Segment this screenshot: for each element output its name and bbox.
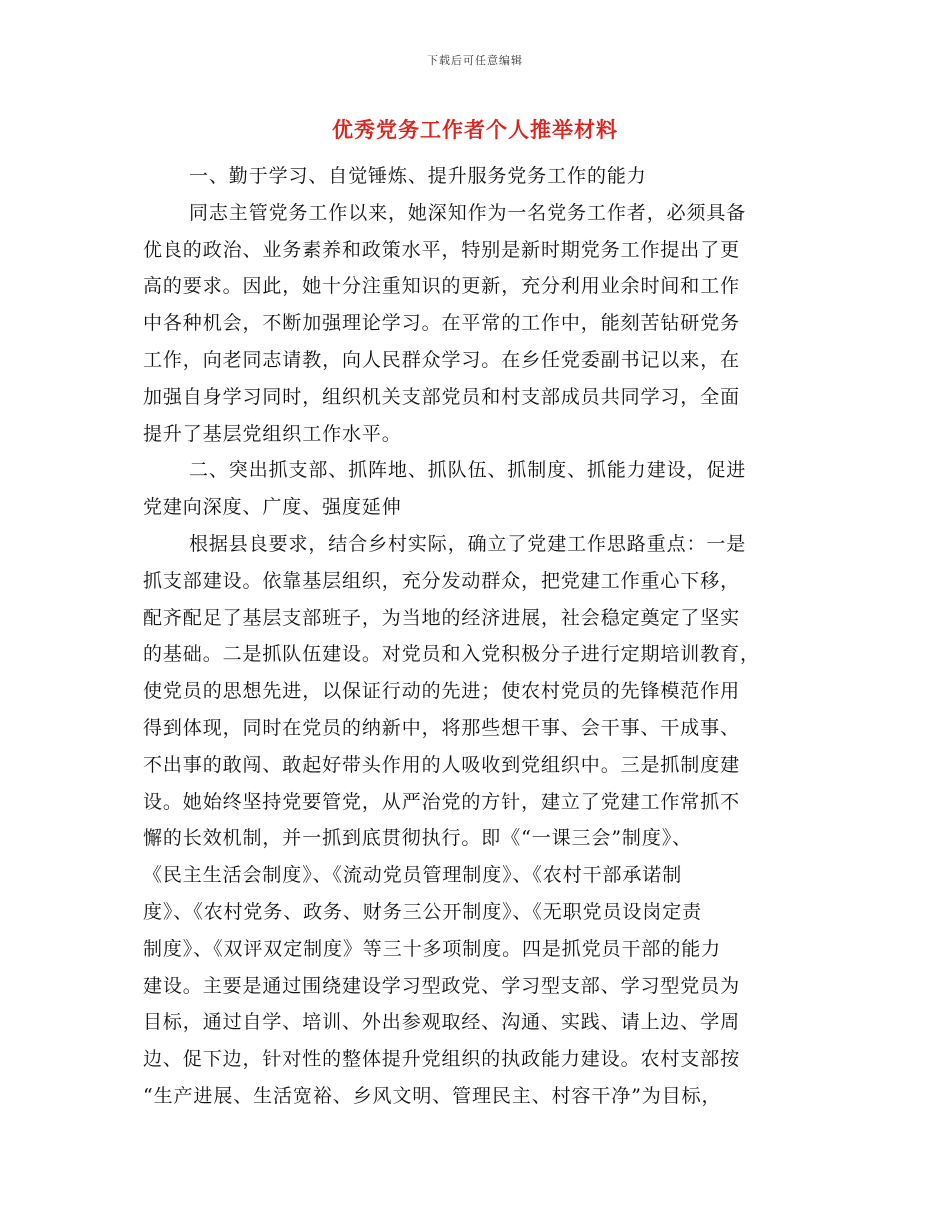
body-text-line: “生产进展、生活宽裕、乡风文明、管理民主、村容干净”为目标， <box>143 1084 722 1107</box>
body-text-line: 加强自身学习同时，组织机关支部党员和村支部成员共同学习，全面 <box>143 385 741 408</box>
body-text-line: 工作，向老同志请教，向人民群众学习。在乡任党委副书记以来，在 <box>143 348 741 371</box>
body-text-line: 度》、《农村党务、政务、财务三公开制度》、《无职党员设岗定责 <box>143 900 703 923</box>
body-text-line: 党建向深度、广度、强度延伸 <box>143 496 402 519</box>
body-text-line: 优良的政治、业务素养和政策水平，特别是新时期党务工作提出了更 <box>143 238 741 261</box>
body-text-line: 二、突出抓支部、抓阵地、抓队伍、抓制度、抓能力建设，促进 <box>189 459 747 482</box>
body-text-line: 制度》、《双评双定制度》等三十多项制度。四是抓党员干部的能力 <box>143 937 722 960</box>
body-text-line: 目标，通过自学、培训、外出参观取经、沟通、实践、请上边、学周 <box>143 1011 741 1034</box>
body-text-line: 高的要求。因此，她十分注重知识的更新，充分利用业余时间和工作 <box>143 275 741 298</box>
body-text-line: 抓支部建设。依靠基层组织，充分发动群众，把党建工作重心下移， <box>143 569 741 592</box>
body-text-line: 同志主管党务工作以来，她深知作为一名党务工作者，必须具备 <box>189 201 747 224</box>
body-text-line: 的基础。二是抓队伍建设。对党员和入党积极分子进行定期培训教育， <box>143 643 760 666</box>
header-note: 下载后可任意编辑 <box>427 54 523 67</box>
body-text-line: 配齐配足了基层支部班子，为当地的经济进展，社会稳定奠定了坚实 <box>143 606 741 629</box>
body-text-line: 提升了基层党组织工作水平。 <box>143 422 402 445</box>
document-body <box>143 158 803 1115</box>
body-text-line: 边、促下边，针对性的整体提升党组织的执政能力建设。农村支部按 <box>143 1048 741 1071</box>
body-text-line: 一、勤于学习、自觉锤炼、提升服务党务工作的能力 <box>189 165 647 187</box>
body-text-line: 使党员的思想先进，以保证行动的先进；使农村党员的先锋模范作用 <box>143 680 741 703</box>
body-text-line: 设。她始终坚持党要管党，从严治党的方针，建立了党建工作常抓不 <box>143 790 741 813</box>
body-text-line: 根据县良要求，结合乡村实际，确立了党建工作思路重点：一是 <box>189 532 747 555</box>
body-text-line: 懈的长效机制，并一抓到底贯彻执行。即《“一课三会”制度》、 <box>143 827 693 850</box>
body-text-line: 不出事的敢闯、敢起好带头作用的人吸收到党组织中。三是抓制度建 <box>143 753 741 776</box>
body-text-line: 《民主生活会制度》、《流动党员管理制度》、《农村干部承诺制 <box>143 864 683 887</box>
body-text-line: 中各种机会，不断加强理论学习。在平常的工作中，能刻苦钻研党务 <box>143 312 741 335</box>
body-text-line: 建设。主要是通过围绕建设学习型政党、学习型支部、学习型党员为 <box>143 974 741 997</box>
body-text-line: 得到体现，同时在党员的纳新中，将那些想干事、会干事、干成事、 <box>143 716 741 739</box>
document-title: 优秀党务工作者个人推举材料 <box>332 117 618 142</box>
